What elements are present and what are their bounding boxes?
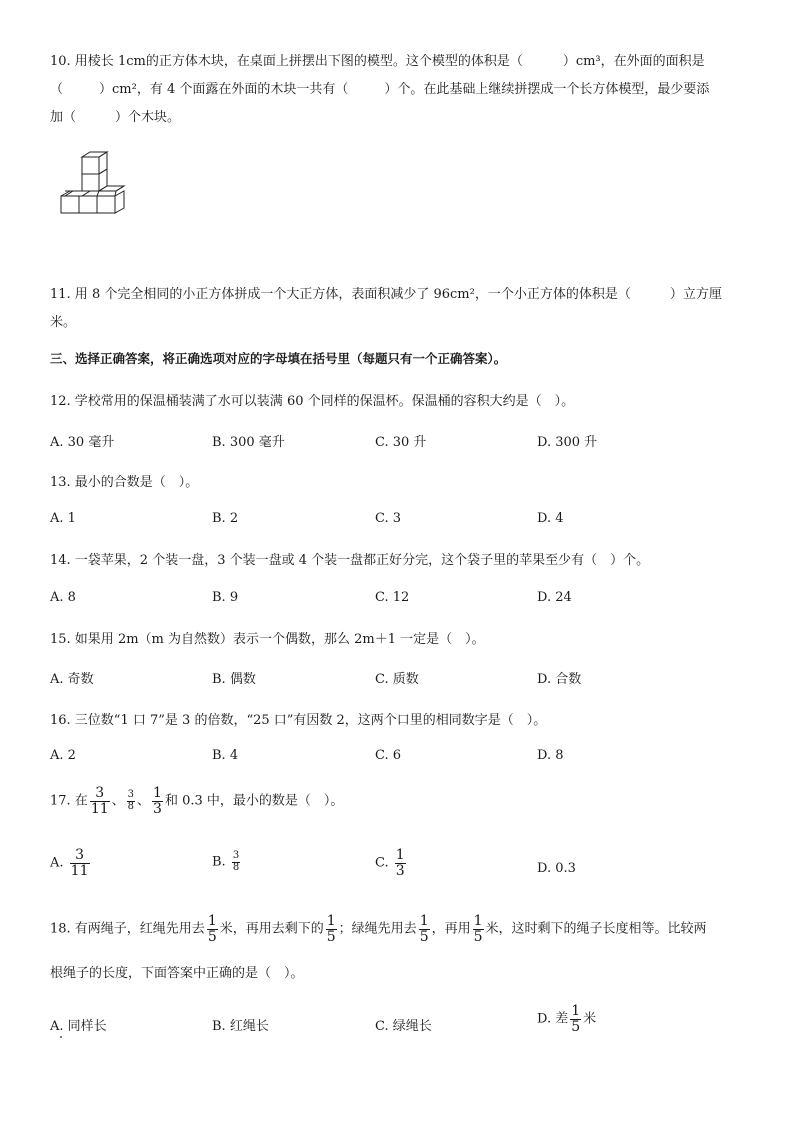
q18-text: ；绿绳先用去 [338,921,417,937]
q14-stem: 14. 一袋苹果，2 个装一盘，3 个装一盘或 4 个装一盘都正好分完，这个袋子里的苹果至少有（ ）个。 [50,553,650,568]
q17-text: 和 0.3 中，最小的数是（ ）。 [164,793,344,809]
q18-text: 18. 有两绳子，红绳先用去 [50,921,205,937]
q10-text: ）cm²，有 4 个面露在外面的木块一共有（ [99,82,349,97]
q14-option-b[interactable]: B. 9 [212,590,239,605]
fraction-3-11: $\frac{3}{11}$ [70,847,89,879]
q15-option-c[interactable]: C. 质数 [375,672,419,687]
q10-line-1 [50,50,705,69]
q15-option-b[interactable]: B. 偶数 [212,672,256,687]
q13-option-c[interactable]: C. 3 [375,511,402,526]
fraction-3-8: $\frac{3}{8}$ [232,850,240,873]
fraction-1-3: $\frac{1}{3}$ [395,847,405,879]
q10-line-2 [50,78,709,97]
q17-option-a[interactable]: A. $\frac{3}{11}$ [50,847,89,879]
q14-option-d[interactable]: D. 24 [537,590,572,605]
q15-option-a[interactable]: A. 奇数 [50,672,94,687]
q13-stem: 13. 最小的合数是（ ）。 [50,475,199,490]
q17-option-d[interactable]: D. 0.3 [537,861,576,876]
q17-option-c[interactable]: C. $\frac{1}{3}$ [375,847,405,879]
q14-option-a[interactable]: A. 8 [50,590,76,605]
q15-option-d[interactable]: D. 合数 [537,672,582,687]
q17-sep: 、 [111,793,125,809]
q12-option-d[interactable]: D. 300 升 [537,435,598,450]
q18-option-b[interactable]: B. 红绳长 [212,1019,269,1034]
fraction-1-5: $\frac{1}{5}$ [419,913,429,945]
q13-option-a[interactable]: A. 1 [50,511,76,526]
q10-text: （ [50,82,64,97]
q14-option-c[interactable]: C. 12 [375,590,410,605]
fraction-1-3: $\frac{1}{3}$ [153,785,162,817]
fraction-1-5: $\frac{1}{5}$ [571,1003,581,1035]
fraction-3-8: $\frac{3}{8}$ [127,789,135,812]
q18-text: 米，这时剩下的绳子长度相等。比较两 [485,921,707,937]
q10-text: 10. 用棱长 1cm的正方体木块，在桌面上拼摆出下图的模型。这个模型的体积是（ [50,54,523,69]
q11-line-1: 11. 用 8 个完全相同的小正方体拼成一个大正方体，表面积减少了 96cm²，一个小正方体的体积是（ ）立方厘 [50,287,722,302]
q17-stem [50,786,343,816]
q17-text: 17. 在 [50,793,88,809]
q17-option-b[interactable]: B. $\frac{3}{8}$ [212,850,240,873]
q10-text: ）个。在此基础上继续拼摆成一个长方体模型，最少要添 [384,82,710,97]
q16-option-c[interactable]: C. 6 [375,748,402,763]
q18-text: ，再用 [431,921,471,937]
q16-option-d[interactable]: D. 8 [537,748,564,763]
q18-line-2: 根绳子的长度，下面答案中正确的是（ ）。 [50,966,304,981]
q11-line-2: 米。 [50,315,77,330]
q17-sep: 、 [137,793,151,809]
fraction-1-5: $\frac{1}{5}$ [326,913,336,945]
q10-text: ）cm³，在外面的面积是 [562,54,705,69]
q12-option-b[interactable]: B. 300 毫升 [212,435,285,450]
q16-stem: 16. 三位数“1 口 7”是 3 的倍数，“25 口”有因数 2，这两个口里的相同数字是（ ）。 [50,713,547,728]
q12-option-c[interactable]: C. 30 升 [375,435,427,450]
q13-option-d[interactable]: D. 4 [537,511,564,526]
q18-option-d[interactable]: D. 差 $\frac{1}{5}$ 米 [537,1003,597,1035]
q12-stem: 12. 学校常用的保温桶装满了水可以装满 60 个同样的保温杯。保温桶的容积大约是（ ）。 [50,394,575,409]
q18-text: 米，再用去剩下的 [219,921,324,937]
q18-line-1 [50,914,707,944]
q15-stem: 15. 如果用 2m（m 为自然数）表示一个偶数，那么 2m＋1 一定是（ ）。 [50,632,485,647]
section-3-heading: 三、选择正确答案，将正确选项对应的字母填在括号里（每题只有一个正确答案）。 [50,351,507,366]
fraction-1-5: $\frac{1}{5}$ [473,913,483,945]
q18-option-c[interactable]: C. 绿绳长 [375,1019,432,1034]
stray-dot [60,1036,62,1038]
fraction-3-11: $\frac{3}{11}$ [90,785,109,817]
q16-option-b[interactable]: B. 4 [212,748,239,763]
q12-option-a[interactable]: A. 30 毫升 [50,435,115,450]
q13-option-b[interactable]: B. 2 [212,511,239,526]
q16-option-a[interactable]: A. 2 [50,748,76,763]
cube-model-figure [58,150,138,222]
fraction-1-5: $\frac{1}{5}$ [207,913,217,945]
q10-line-3: 加（ ）个木块。 [50,110,181,125]
q18-option-a[interactable]: A. 同样长 [50,1019,107,1034]
